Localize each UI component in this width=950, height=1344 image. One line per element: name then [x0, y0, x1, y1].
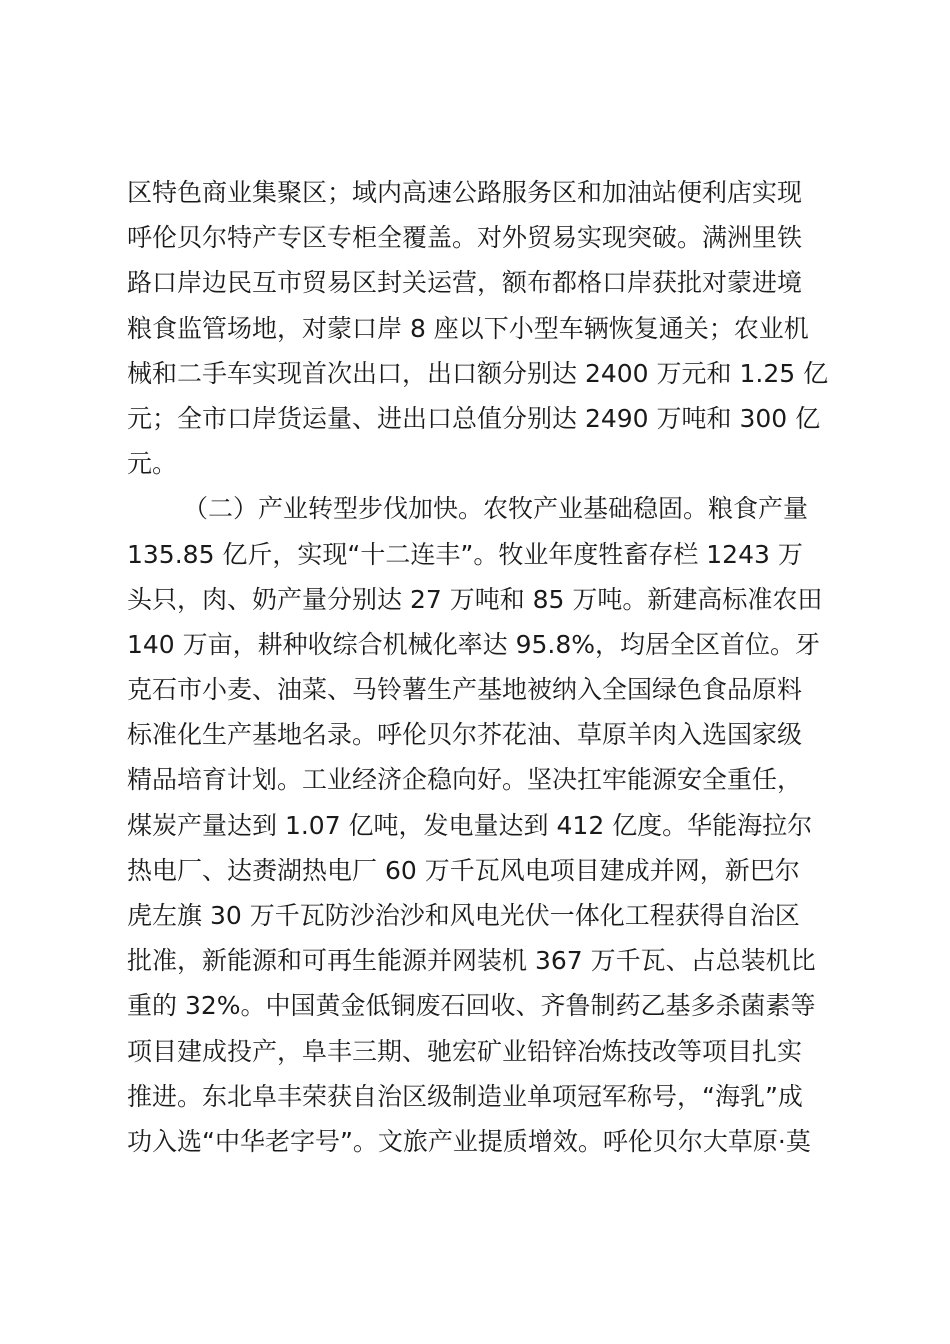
text-line: 批准，新能源和可再生能源并网装机 367 万千瓦、占总装机比: [127, 946, 816, 976]
text-line: 区特色商业集聚区；域内高速公路服务区和加油站便利店实现: [127, 178, 803, 207]
text-line: 械和二手车实现首次出口，出口额分别达 2400 万元和 1.25 亿: [127, 358, 829, 388]
text-line: 头只，肉、奶产量分别达 27 万吨和 85 万吨。新建高标准农田: [127, 584, 823, 614]
text-line: 煤炭产量达到 1.07 亿吨，发电量达到 412 亿度。华能海拉尔: [127, 810, 813, 840]
text-line: 呼伦贝尔特产专区专柜全覆盖。对外贸易实现突破。满洲里铁: [127, 223, 803, 253]
text-line: 元；全市口岸货运量、进出口总值分别达 2490 万吨和 300 亿: [127, 403, 821, 433]
text-line: 项目建成投产，阜丰三期、驰宏矿业铅锌冶炼技改等项目扎实: [127, 1036, 803, 1066]
text-line: 热电厂、达赉湖热电厂 60 万千瓦风电项目建成并网，新巴尔: [127, 855, 800, 885]
text-line: 140 万亩，耕种收综合机械化率达 95.8%，均居全区首位。牙: [127, 629, 821, 659]
text-line: 功入选“中华老字号”。文旅产业提质增效。呼伦贝尔大草原·莫: [127, 1126, 811, 1156]
body-text: [127, 170, 837, 1164]
text-line: 元。: [127, 449, 178, 479]
text-line: 粮食监管场地，对蒙口岸 8 座以下小型车辆恢复通关；农业机: [127, 313, 809, 343]
text-line: 标准化生产基地名录。呼伦贝尔芥花油、草原羊肉入选国家级: [127, 720, 803, 750]
text-line: 重的 32%。中国黄金低铜废石回收、齐鲁制药乙基多杀菌素等: [127, 991, 816, 1021]
text-line: 精品培育计划。工业经济企稳向好。坚决扛牢能源安全重任，: [127, 765, 803, 795]
text-line: 135.85 亿斤，实现“十二连丰”。牧业年度牲畜存栏 1243 万: [127, 539, 803, 569]
text-line: 克石市小麦、油菜、马铃薯生产基地被纳入全国绿色食品原料: [127, 675, 803, 705]
paragraph-start-line: （二）产业转型步伐加快。农牧产业基础稳固。粮食产量: [183, 494, 809, 524]
text-line: 推进。东北阜丰荣获自治区级制造业单项冠军称号，“海乳”成: [127, 1081, 803, 1111]
text-line: 虎左旗 30 万千瓦防沙治沙和风电光伏一体化工程获得自治区: [127, 901, 800, 930]
text-line: 路口岸边民互市贸易区封关运营，额布都格口岸获批对蒙进境: [127, 268, 803, 298]
